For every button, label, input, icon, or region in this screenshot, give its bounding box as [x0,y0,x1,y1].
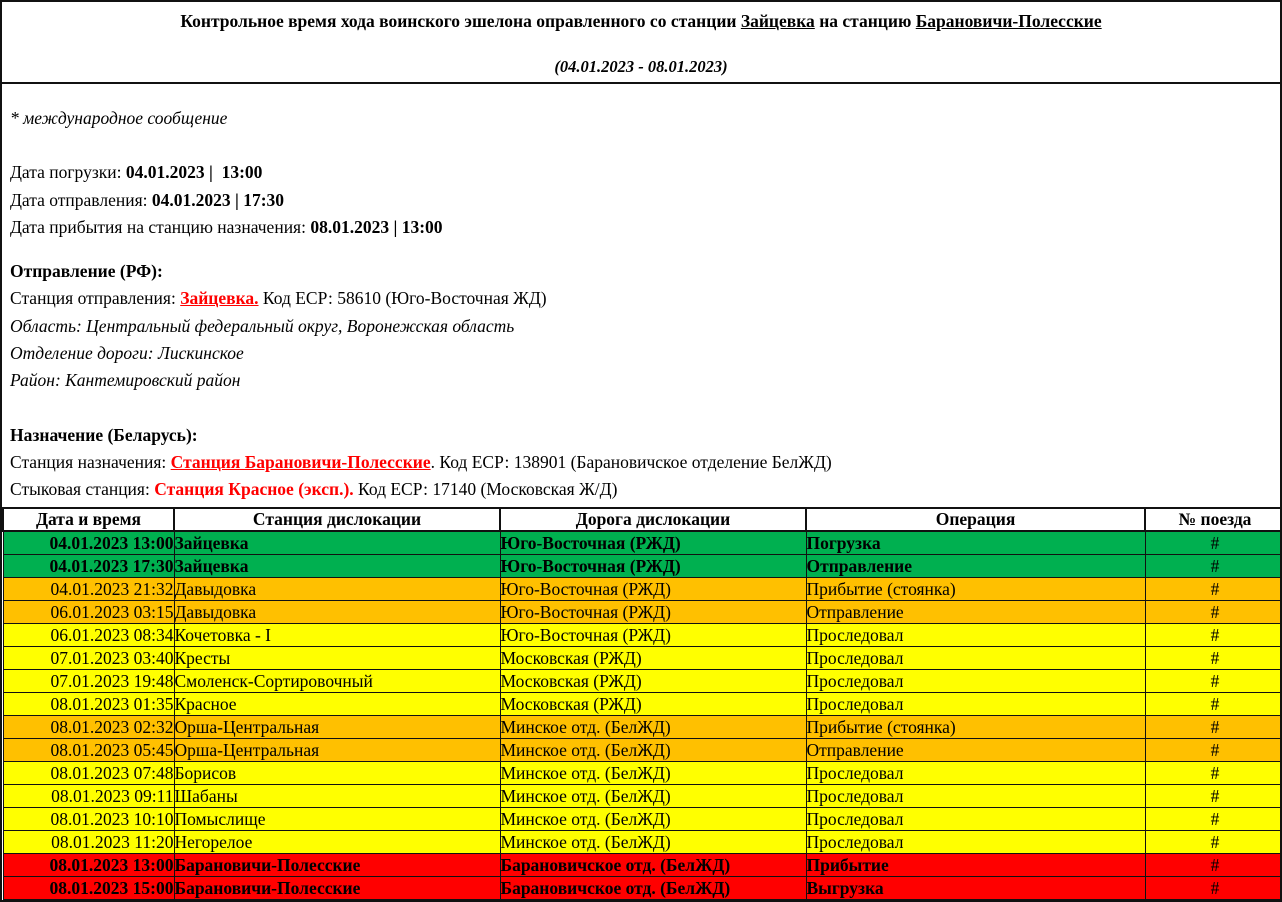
cell-station: Зайцевка [174,531,500,555]
cell-train: # [1145,601,1282,624]
cell-datetime: 07.01.2023 19:48 [3,670,174,693]
cell-road: Юго-Восточная (РЖД) [500,555,806,578]
cell-station: Кресты [174,647,500,670]
cell-datetime: 08.01.2023 15:00 [3,877,174,900]
cell-operation: Прибытие (стоянка) [806,578,1145,601]
cell-train: # [1145,555,1282,578]
table-row [3,578,1282,601]
loading-date-label: Дата погрузки: [10,162,122,183]
cell-station: Орша-Центральная [174,739,500,762]
cell-train: # [1145,647,1282,670]
cell-datetime: 08.01.2023 09:11 [3,785,174,808]
departure-station-line [10,285,1270,312]
cell-train: # [1145,785,1282,808]
arrival-date-line [10,214,1270,241]
table-row [3,831,1282,854]
cell-datetime: 07.01.2023 03:40 [3,647,174,670]
table-row [3,601,1282,624]
destination-station-code: . Код ЕСР: 138901 (Барановичское отделение БелЖД) [430,451,832,472]
departure-date-line [10,187,1270,214]
departure-date-value: 04.01.2023 | 17:30 [151,189,285,210]
cell-datetime: 08.01.2023 05:45 [3,739,174,762]
info-block [2,84,1280,507]
table-row [3,716,1282,739]
cell-train: # [1145,693,1282,716]
schedule-table-header [3,508,1282,531]
cell-operation: Отправление [806,739,1145,762]
table-row [3,785,1282,808]
table-row [3,877,1282,900]
table-row [3,854,1282,877]
cell-operation: Проследовал [806,670,1145,693]
cell-road: Барановичское отд. (БелЖД) [500,854,806,877]
cell-station: Барановичи-Полесские [174,854,500,877]
title-middle: на станцию [819,11,912,31]
cell-station: Зайцевка [174,555,500,578]
destination-station-link[interactable]: Станция Барановичи-Полесские [170,451,431,472]
departure-station-label: Станция отправления: [10,288,176,309]
destination-station-line [10,449,1270,476]
cell-train: # [1145,739,1282,762]
junction-station-line [10,476,1270,503]
departure-division-line: Отделение дороги: Лискинское [10,343,244,364]
table-row [3,555,1282,578]
cell-datetime: 06.01.2023 08:34 [3,624,174,647]
cell-train: # [1145,762,1282,785]
departure-district-line: Район: Кантемировский район [10,370,241,391]
cell-train: # [1145,624,1282,647]
table-row [3,762,1282,785]
junction-station-label: Стыковая станция: [10,479,150,500]
cell-operation: Проследовал [806,831,1145,854]
table-row [3,647,1282,670]
loading-date-line [10,159,1270,186]
cell-train: # [1145,831,1282,854]
cell-road: Барановичское отд. (БелЖД) [500,877,806,900]
cell-road: Московская (РЖД) [500,693,806,716]
departure-station-link[interactable]: Зайцевка. [180,288,259,309]
cell-station: Барановичи-Полесские [174,877,500,900]
cell-datetime: 08.01.2023 10:10 [3,808,174,831]
cell-datetime: 06.01.2023 03:15 [3,601,174,624]
cell-station: Красное [174,693,500,716]
cell-station: Давыдовка [174,578,500,601]
table-row [3,624,1282,647]
cell-station: Негорелое [174,831,500,854]
destination-section-heading: Назначение (Беларусь): [10,424,198,445]
cell-road: Юго-Восточная (РЖД) [500,531,806,555]
departure-station-code: Код ЕСР: 58610 (Юго-Восточная ЖД) [262,288,547,309]
header-datetime: Дата и время [3,508,174,531]
cell-operation: Отправление [806,601,1145,624]
cell-road: Московская (РЖД) [500,670,806,693]
cell-road: Минское отд. (БелЖД) [500,716,806,739]
cell-train: # [1145,808,1282,831]
title-prefix: Контрольное время хода воинского эшелона оправленного со станции [180,11,737,31]
cell-station: Давыдовка [174,601,500,624]
table-row [3,739,1282,762]
cell-train: # [1145,578,1282,601]
cell-datetime: 04.01.2023 13:00 [3,531,174,555]
cell-datetime: 04.01.2023 17:30 [3,555,174,578]
cell-datetime: 08.01.2023 02:32 [3,716,174,739]
header-station: Станция дислокации [174,508,500,531]
date-range-subtitle: (04.01.2023 - 08.01.2023) [554,57,728,76]
cell-station: Смоленск-Сортировочный [174,670,500,693]
loading-date-value: 04.01.2023 | 13:00 [125,162,263,183]
departure-section-heading: Отправление (РФ): [10,261,163,282]
title-to-station: Барановичи-Полесские [915,11,1102,31]
cell-road: Минское отд. (БелЖД) [500,739,806,762]
cell-road: Минское отд. (БелЖД) [500,762,806,785]
title-from-station: Зайцевка [740,11,815,31]
cell-datetime: 08.01.2023 13:00 [3,854,174,877]
cell-road: Юго-Восточная (РЖД) [500,624,806,647]
table-row [3,808,1282,831]
cell-operation: Проследовал [806,693,1145,716]
cell-operation: Проследовал [806,808,1145,831]
cell-station: Шабаны [174,785,500,808]
cell-road: Минское отд. (БелЖД) [500,808,806,831]
cell-datetime: 08.01.2023 11:20 [3,831,174,854]
cell-datetime: 08.01.2023 01:35 [3,693,174,716]
departure-date-label: Дата отправления: [10,189,148,210]
cell-station: Кочетовка - I [174,624,500,647]
cell-station: Борисов [174,762,500,785]
table-row [3,670,1282,693]
cell-operation: Проследовал [806,624,1145,647]
departure-region-line: Область: Центральный федеральный округ, Воронежская область [10,315,515,336]
cell-operation: Прибытие (стоянка) [806,716,1145,739]
page-title [2,11,1280,32]
cell-station: Помыслище [174,808,500,831]
junction-station-name: Станция Красное (эксп.). [154,479,354,500]
cell-train: # [1145,531,1282,555]
cell-train: # [1145,670,1282,693]
cell-operation: Проследовал [806,647,1145,670]
title-block [2,2,1280,84]
header-road: Дорога дислокации [500,508,806,531]
header-operation: Операция [806,508,1145,531]
cell-train: # [1145,854,1282,877]
schedule-table [2,507,1282,900]
international-note: * международное сообщение [10,108,228,128]
header-train-number: № поезда [1145,508,1282,531]
table-row [3,531,1282,555]
table-row [3,693,1282,716]
cell-road: Московская (РЖД) [500,647,806,670]
arrival-date-value: 08.01.2023 | 13:00 [310,216,443,237]
cell-road: Юго-Восточная (РЖД) [500,601,806,624]
cell-operation: Выгрузка [806,877,1145,900]
cell-operation: Прибытие [806,854,1145,877]
cell-road: Минское отд. (БелЖД) [500,831,806,854]
cell-train: # [1145,716,1282,739]
arrival-date-label: Дата прибытия на станцию назначения: [10,216,306,237]
cell-operation: Проследовал [806,785,1145,808]
cell-train: # [1145,877,1282,900]
cell-operation: Проследовал [806,762,1145,785]
junction-station-code: Код ЕСР: 17140 (Московская Ж/Д) [358,479,618,500]
cell-operation: Отправление [806,555,1145,578]
cell-operation: Погрузка [806,531,1145,555]
cell-road: Минское отд. (БелЖД) [500,785,806,808]
cell-station: Орша-Центральная [174,716,500,739]
schedule-table-body [3,531,1282,900]
cell-datetime: 04.01.2023 21:32 [3,578,174,601]
destination-station-label: Станция назначения: [10,451,167,472]
cell-road: Юго-Восточная (РЖД) [500,578,806,601]
cell-datetime: 08.01.2023 07:48 [3,762,174,785]
